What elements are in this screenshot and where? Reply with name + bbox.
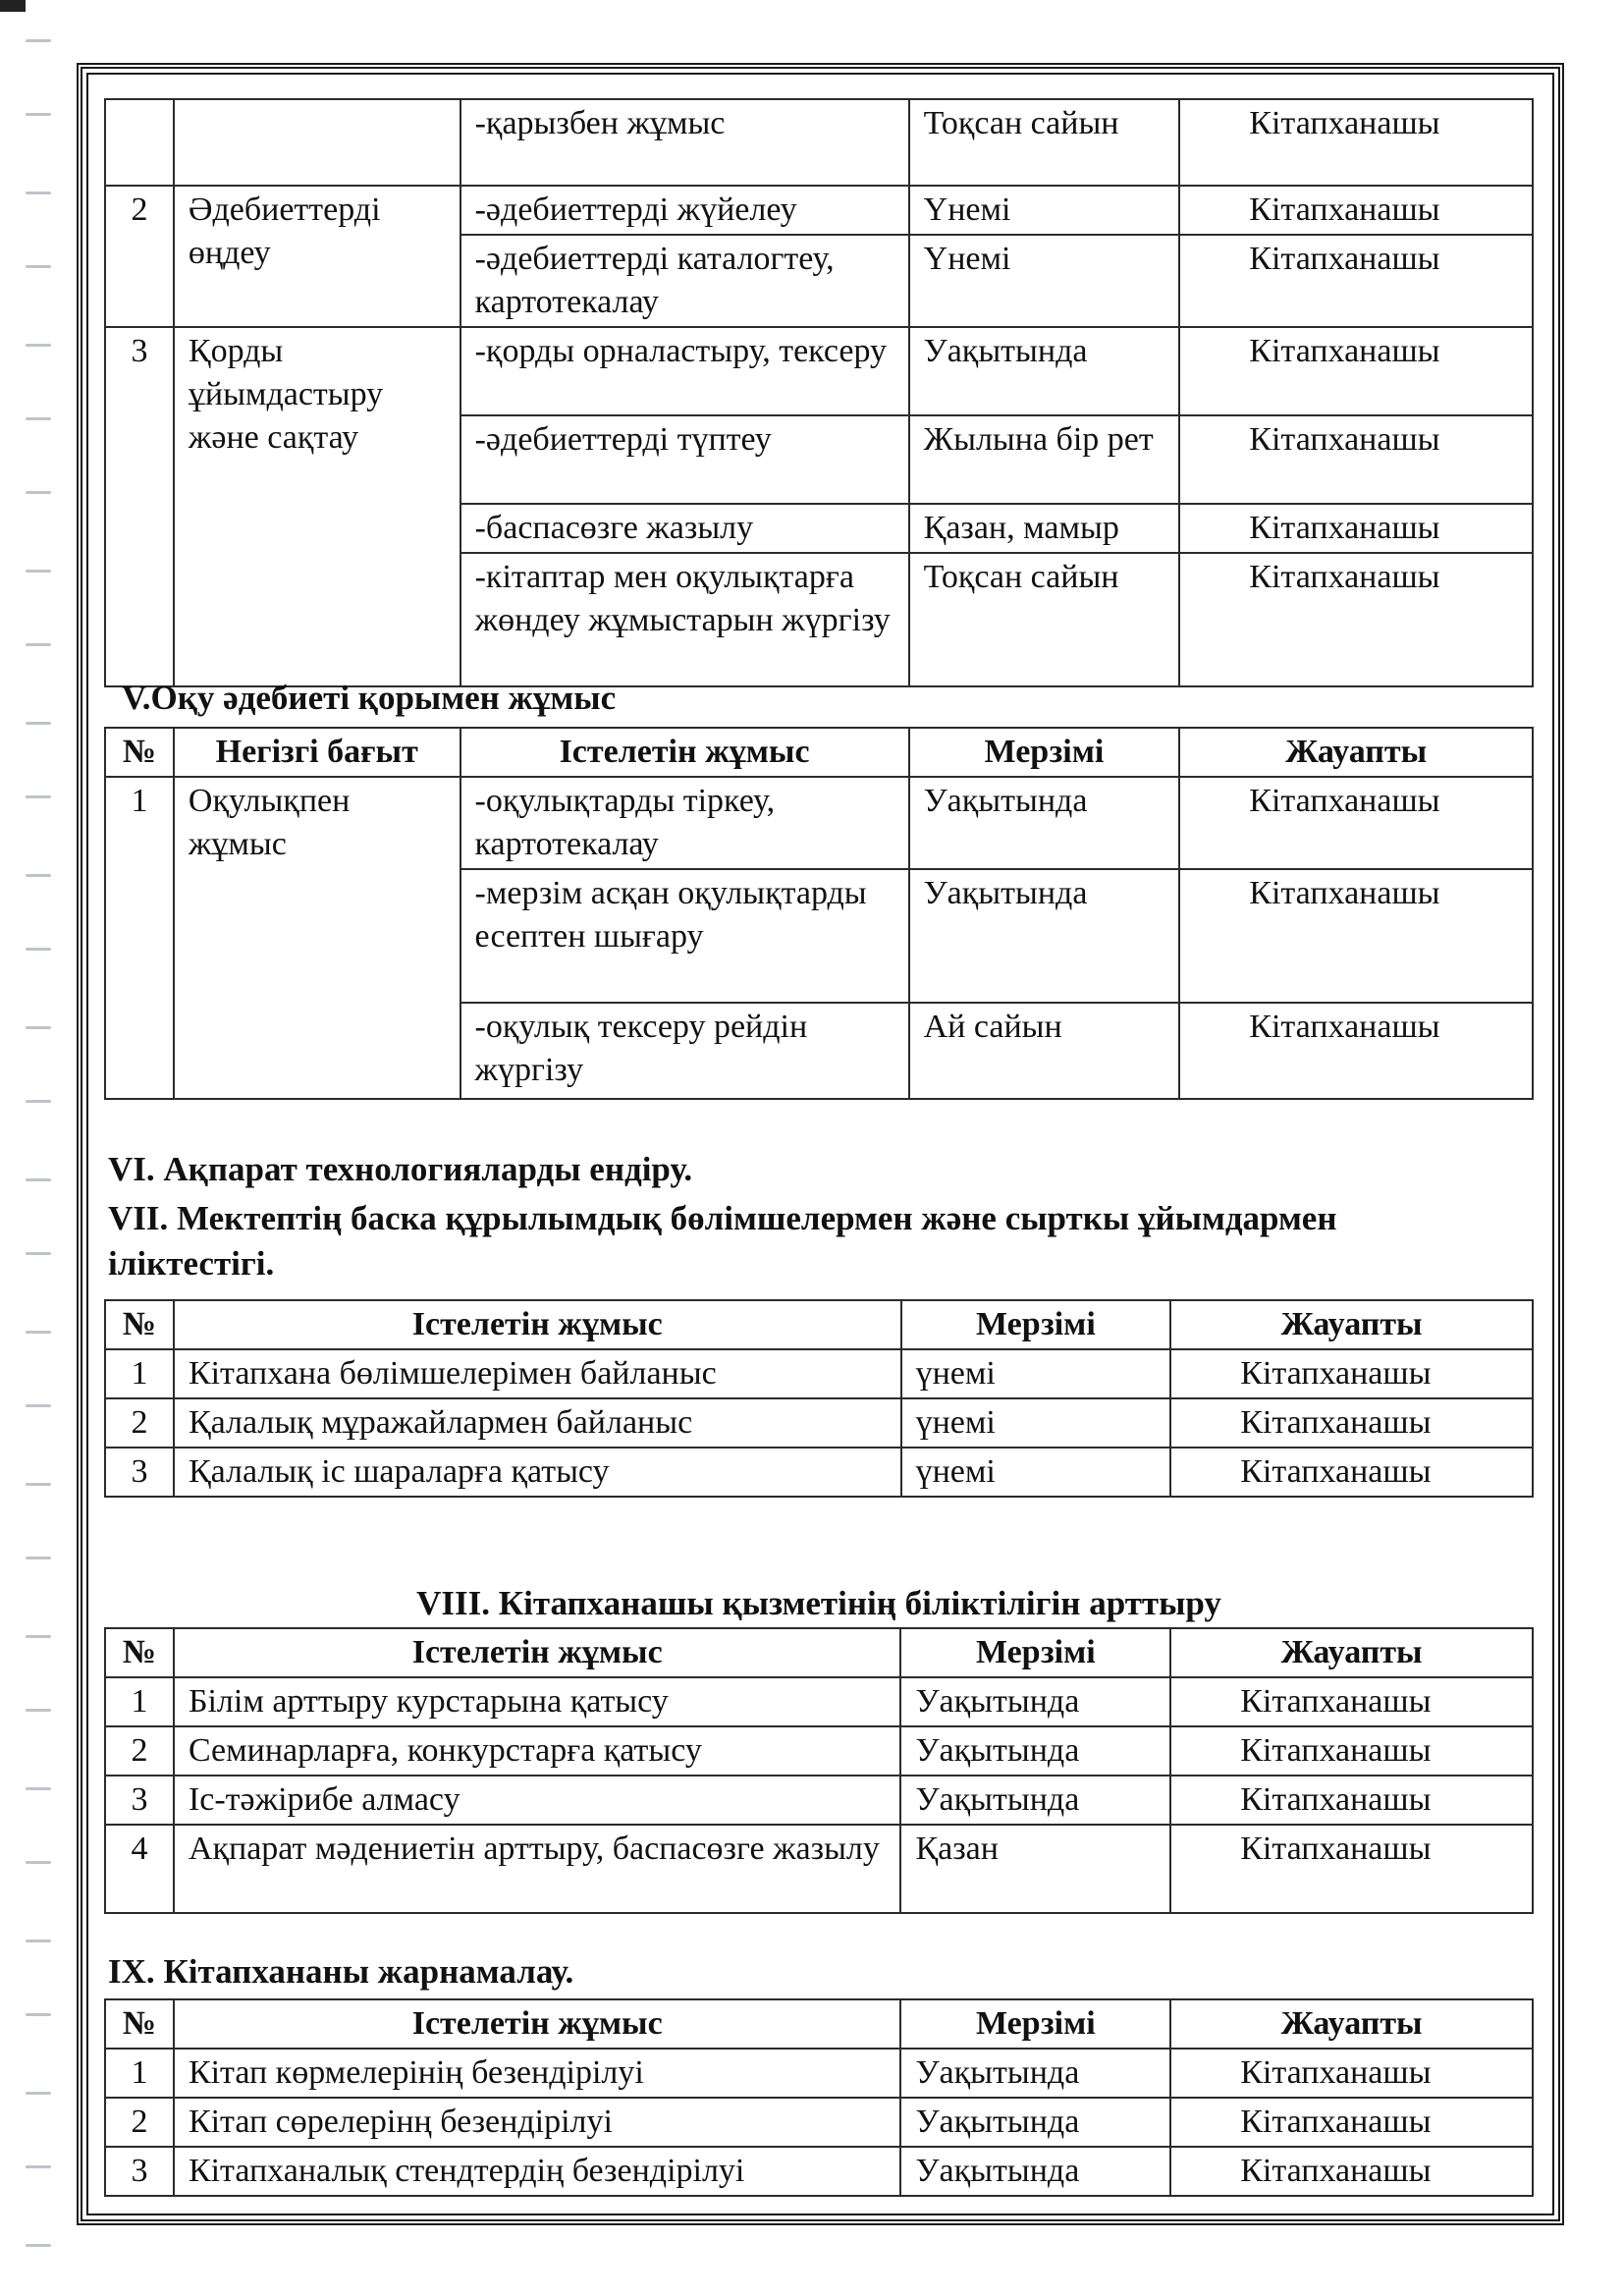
table-row: -оқулық тексеру рейдін жүргізу Ай сайын Кітапханашы (105, 1003, 1533, 1099)
table-header-row: № Негізгі бағыт Істелетін жұмыс Мерзімі Жауапты (105, 728, 1533, 777)
section-7-table (104, 1299, 1534, 1498)
continuation-table (104, 98, 1534, 687)
table-row: 1 Оқулықпен жұмыс -оқулықтарды тіркеу, картотекалау Уақытында Кітапханашы (105, 777, 1533, 869)
table-row: 3 Кітапханалық стендтердің безендірілуі Уақытында Кітапханашы (105, 2147, 1533, 2196)
table-row: 1 Кітапхана бөлімшелерімен байланыс үнемі Кітапханашы (105, 1349, 1533, 1398)
section-5-table (104, 727, 1534, 1100)
table-row: 3 Қалалық іс шараларға қатысу үнемі Кітапханашы (105, 1448, 1533, 1497)
table-row: -баспасөзге жазылу Қазан, мамыр Кітапханашы (105, 504, 1533, 553)
table-row: 2 Әдебиеттерді өңдеу -әдебиеттерді жүйелеу Үнемі Кітапханашы (105, 186, 1533, 235)
table-row: 2 Семинарларға, конкурстарға қатысу Уақытында Кітапханашы (105, 1726, 1533, 1776)
section-9-table (104, 1998, 1534, 2197)
section-8-title: VIII. Кітапханашы қызметінің біліктілігін арттыру (416, 1584, 1221, 1622)
section-7-title: VII. Мектептің баска құрылымдық бөлімшелермен және сырткы ұйымдармен іліктестігі. (108, 1199, 1337, 1283)
table-row: 3 Іс-тәжірибе алмасу Уақытында Кітапханашы (105, 1776, 1533, 1825)
table-row: 4 Ақпарат мәдениетін арттыру, баспасөзге жазылу Қазан Кітапханашы (105, 1825, 1533, 1913)
table-row: -әдебиеттерді каталогтеу, картотекалау Үнемі Кітапханашы (105, 235, 1533, 327)
table-header-row: № Істелетін жұмыс Мерзімі Жауапты (105, 1628, 1533, 1677)
table-row: 2 Қалалық мұражайлармен байланыс үнемі Кітапханашы (105, 1398, 1533, 1448)
table-header-row: № Істелетін жұмыс Мерзімі Жауапты (105, 1999, 1533, 2049)
table-row: -мерзім асқан оқулықтарды есептен шығару Уақытында Кітапханашы (105, 869, 1533, 1003)
table-row: 3 Қорды ұйымдастыру және сақтау -қорды орналастыру, тексеру Уақытында Кітапханашы (105, 327, 1533, 415)
scan-corner-mark (0, 0, 26, 12)
table-row: 1 Білім арттыру курстарына қатысу Уақытында Кітапханашы (105, 1677, 1533, 1726)
table-row: 2 Кітап сөрелерінң безендірілуі Уақытында Кітапханашы (105, 2098, 1533, 2147)
table-row: -кітаптар мен оқулықтарға жөндеу жұмыстарын жүргізу Тоқсан сайын Кітапханашы (105, 553, 1533, 686)
binder-holes (0, 0, 59, 2296)
section-6-title: VI. Ақпарат технологияларды ендіру. (108, 1150, 693, 1188)
table-row: -әдебиеттерді түптеу Жылына бір рет Кітапханашы (105, 415, 1533, 504)
table-header-row: № Істелетін жұмыс Мерзімі Жауапты (105, 1300, 1533, 1349)
table-row: -қарызбен жұмыс Тоқсан сайын Кітапханашы (105, 99, 1533, 186)
section-5-title: V.Оқу әдебиеті қорымен жұмыс (122, 679, 617, 717)
section-8-table (104, 1627, 1534, 1914)
section-9-title: IX. Кітапхананы жарнамалау. (108, 1952, 574, 1991)
table-row: 1 Кітап көрмелерінің безендірілуі Уақытында Кітапханашы (105, 2049, 1533, 2098)
